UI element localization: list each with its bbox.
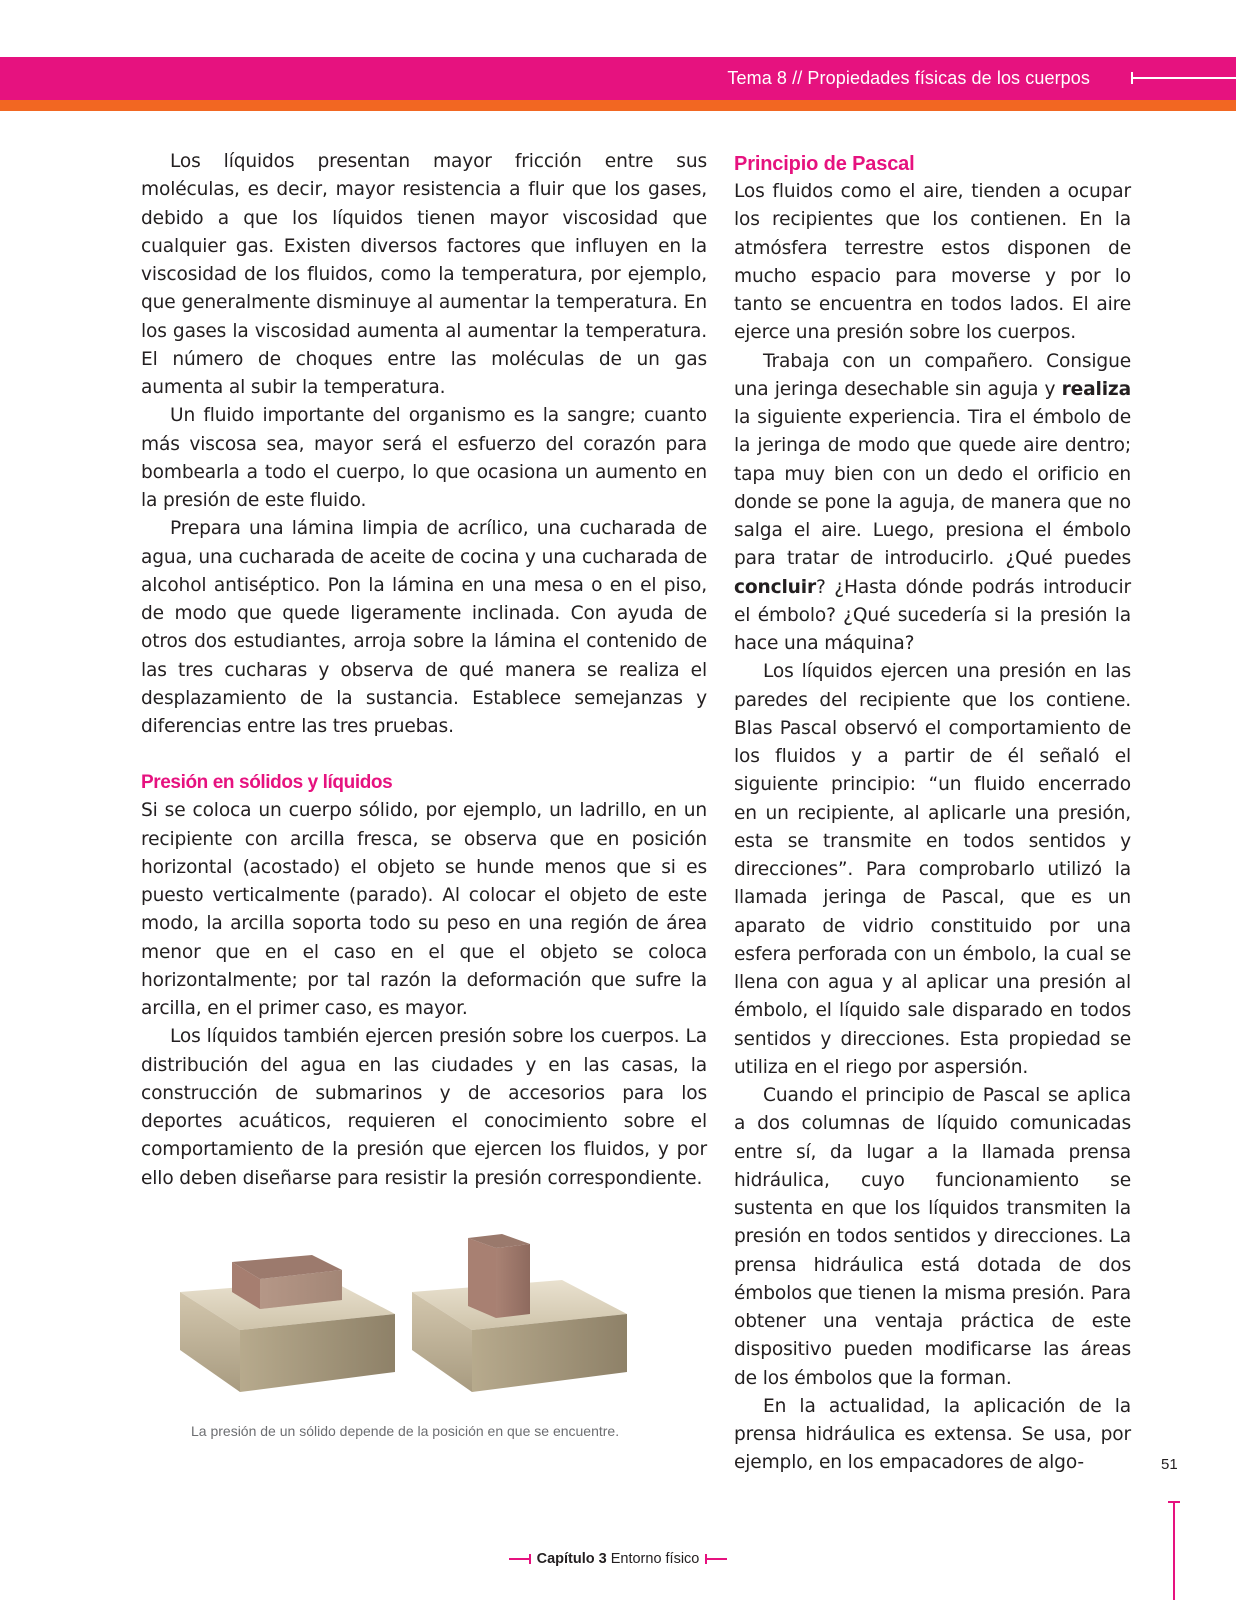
page-number: 51 <box>1161 1456 1178 1473</box>
paragraph: Cuando el principio de Pascal se aplica a dos columnas de líquido comunicadas entre sí, da lugar a la llamada prensa hidráulica, cuyo funcionamiento se sustenta en que los líquidos transmiten la presión en todos sentidos y direcciones. La prensa hidráulica está dotada de dos émbolos que tienen la misma presión. Para obtener una ventaja práctica de este dispositivo pueden modificarse las áreas de los émbolos que la forman. <box>734 1085 1131 1389</box>
figure-caption: La presión de un sólido depende de la posición en que se encuentre. <box>191 1423 620 1439</box>
section-heading: Principio de Pascal <box>734 153 915 175</box>
footer-rule-right <box>705 1558 727 1560</box>
bold-verb: concluir <box>734 576 817 598</box>
header-rule-tick <box>1131 72 1133 84</box>
brick-pressure-illustration <box>180 1234 650 1394</box>
paragraph: Los líquidos ejercen una presión en las paredes del recipiente que los contiene. Blas Pascal observó el comportamiento de los fluidos y a partir de él señaló el siguiente principio: “un fluido encerrado en un recipiente, al aplicarle una presión, esta se transmite en todos sentidos y direcciones”. Para comprobarlo utilizó la llamada jeringa de Pascal, que es un aparato de vidrio constituido por una esfera perforada con un émbolo, la cual se llena con agua y al aplicar una presión al émbolo, el líquido sale disparado en todos sentidos y direcciones. Esta propiedad se utiliza en el riego por aspersión. <box>734 661 1131 1078</box>
text-run: Trabaja con un compañero. Consigue una jeringa desechable sin aguja y <box>734 350 1131 400</box>
text-run: la siguiente experiencia. Tira el émbolo de la jeringa de modo que quede aire dentro; tapa muy bien con un dedo el orificio en donde se pone la aguja, de manera que no salga el aire. Luego, presiona el émbolo para tratar de introducirlo. ¿Qué puedes <box>734 407 1131 570</box>
brick-vertical <box>468 1234 530 1318</box>
footer-title: Entorno físico <box>610 1551 700 1567</box>
running-header-title: Tema 8 // Propiedades físicas de los cuerpos <box>727 68 1090 88</box>
section-heading: Presión en sólidos y líquidos <box>141 772 393 794</box>
brick-horizontal <box>232 1255 342 1309</box>
footer-chapter: Capítulo 3 <box>536 1551 607 1567</box>
footer-rule-left <box>509 1558 531 1560</box>
left-column <box>141 148 707 1193</box>
paragraph: En la actualidad, la aplicación de la prensa hidráulica es extensa. Se usa, por ejemplo, en los empacadores de algo- <box>734 1395 1131 1474</box>
right-column <box>734 150 1131 1478</box>
paragraph: Prepara una lámina limpia de acrílico, una cucharada de agua, una cucharada de aceite de cocina y una cucharada de alcohol antiséptico. Pon la lámina en una mesa o en el piso, de modo que quede ligeramente inclinada. Con ayuda de otros dos estudiantes, arroja sobre la lámina el contenido de las tres cucharas y observa de qué manera se realiza el desplazamiento de la sustancia. Establece semejanzas y diferencias entre las tres pruebas. <box>141 518 707 737</box>
paragraph: Los líquidos presentan mayor fricción entre sus moléculas, es decir, mayor resistencia a fluir que los gases, debido a que los líquidos tienen mayor viscosidad que cualquier gas. Existen diversos factores que influyen en la viscosidad de los fluidos, como la temperatura, por ejemplo, que generalmente disminuye al aumentar la temperatura. En los gases la viscosidad aumenta al aumentar la temperatura. El número de choques entre las moléculas de un gas aumenta al subir la temperatura. <box>141 151 707 398</box>
text-run: ? ¿Hasta dónde podrás introducir el émbolo? ¿Qué sucedería si la presión la hace una máquina? <box>734 576 1131 654</box>
bold-verb: realiza <box>1061 378 1131 400</box>
paragraph: Los líquidos también ejercen presión sobre los cuerpos. La distribución del agua en las ciudades y en las casas, la construcción de submarinos y de accesorios para los deportes acuáticos, requieren el conocimiento sobre el comportamiento de la presión que ejercen los fluidos, y por ello deben diseñarse para resistir la presión correspondiente. <box>141 1026 707 1189</box>
paragraph <box>734 348 1131 659</box>
paragraph: Un fluido importante del organismo es la sangre; cuanto más viscosa sea, mayor será el esfuerzo del corazón para bombearla a todo el cuerpo, lo que ocasiona un aumento en la presión de este fluido. <box>141 405 707 511</box>
paragraph: Si se coloca un cuerpo sólido, por ejemplo, un ladrillo, en un recipiente con arcilla fresca, se observa que en posición horizontal (acostado) el objeto se hunde menos que si es puesto verticalmente (parado). Al colocar el objeto de este modo, la arcilla soporta todo su peso en una región de área menor que en el caso en el que el objeto se coloca horizontalmente; por tal razón la deformación que sufre la arcilla, en el primer caso, es mayor. <box>141 800 707 1019</box>
footer <box>0 1551 1236 1567</box>
paragraph: Los fluidos como el aire, tienden a ocupar los recipientes que los contienen. En la atmósfera terrestre estos disponen de mucho espacio para moverse y por lo tanto se encuentra en todos lados. El aire ejerce una presión sobre los cuerpos. <box>734 181 1131 344</box>
header-stripe <box>0 100 1236 111</box>
header-rule <box>1131 77 1236 79</box>
